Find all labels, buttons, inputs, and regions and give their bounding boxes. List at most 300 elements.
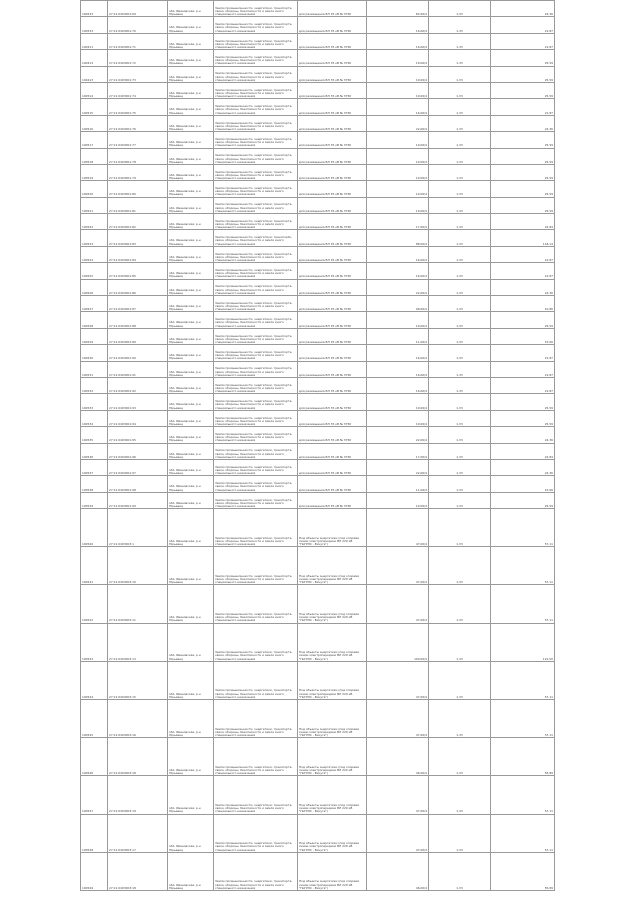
cell-location: обл. Ивановская, р-н Юрьевец [168,814,214,852]
cell-location: обл. Ивановская, р-н Юрьевец [168,1,214,17]
cell-land-category: Земли промышленности, энергетики, транспорта, связи, обороны, безопасности и земли иного специального назначения [214,148,298,164]
cell-permitted-use: Под объекты энергетики (под опорами линии электропередачи ВЛ 220 кВ "НиГРЭС - Вичуга") [298,776,367,814]
cell-cadastral-number: 27:21:0403003:16 [108,700,168,738]
cell-area: 16,00/4 [367,99,429,115]
cell-amount: 57,11 [491,700,555,738]
cell-rate: 1,33 [429,17,491,33]
cell-rate: 1,33 [429,427,491,443]
cell-rate: 1,33 [429,509,491,547]
cell-permitted-use: для размещения ВЛ 35 кВ № 375б [298,296,367,312]
cell-permitted-use: для размещения ВЛ 35 кВ № 375б [298,132,367,148]
cell-area: 19,00/4 [367,164,429,180]
table-row [81,661,555,699]
table-row [81,99,555,115]
cell-cadastral-number: 27:21:0403001:98 [108,476,168,492]
cell-permitted-use: Под объекты энергетики (под опорами линии электропередачи ВЛ 220 кВ "НиГРЭС - Вичуга") [298,852,367,890]
cell-area: 46,00/4 [367,852,429,890]
cell-area: 19,00/4 [367,132,429,148]
cell-rate: 1,33 [429,476,491,492]
cell-cadastral-number: 27:21:0403001:81 [108,197,168,213]
cell-land-category: Земли промышленности, энергетики, транспорта, связи, обороны, безопасности и земли иного специального назначения [214,492,298,508]
cell-record-id: 100514 [81,82,108,98]
cell-land-category: Земли промышленности, энергетики, транспорта, связи, обороны, безопасности и земли иного специального назначения [214,345,298,361]
cell-record-id: 100541 [81,547,108,585]
table-row [81,492,555,508]
cell-record-id: 100523 [81,230,108,246]
cell-amount: 24,36 [491,427,555,443]
table-row [81,197,555,213]
cell-record-id: 100520 [81,181,108,197]
cell-record-id: 100540 [81,509,108,547]
cell-permitted-use: для размещения ВЛ 35 кВ № 375б [298,377,367,393]
cell-land-category: Земли промышленности, энергетики, транспорта, связи, обороны, безопасности и земли иного специального назначения [214,547,298,585]
cell-cadastral-number: 27:21:0403003:11 [108,585,168,623]
cell-land-category: Земли промышленности, энергетики, транспорта, связи, обороны, безопасности и земли иного специального назначения [214,623,298,661]
table-row [81,361,555,377]
cell-area: 19,00/4 [367,410,429,426]
cell-area: 11,00/4 [367,476,429,492]
cell-location: обл. Ивановская, р-н Юрьевец [168,197,214,213]
cell-cadastral-number: 27:21:0403001:73 [108,66,168,82]
cell-amount: 25,59 [491,312,555,328]
cell-area: 82,60/4 [367,1,429,17]
cell-record-id: 100547 [81,776,108,814]
cell-rate: 1,33 [429,1,491,17]
cell-location: обл. Ивановская, р-н Юрьевец [168,181,214,197]
cell-area: 16,00/4 [367,33,429,49]
cell-land-category: Земли промышленности, энергетики, транспорта, связи, обороны, безопасности и земли иного специального назначения [214,50,298,66]
cell-record-id: 100531 [81,361,108,377]
cell-record-id: 100532 [81,377,108,393]
cell-amount: 55,89 [491,738,555,776]
cell-cadastral-number: 27:21:0403001:88 [108,312,168,328]
cell-cadastral-number: 27:21:0403003:18 [108,738,168,776]
table-row [81,66,555,82]
cell-location: обл. Ивановская, р-н Юрьевец [168,776,214,814]
cell-record-id: 100549 [81,852,108,890]
cell-cadastral-number: 27:21:0403001:80 [108,181,168,197]
cell-record-id: 100517 [81,132,108,148]
cell-location: обл. Ивановская, р-н Юрьевец [168,246,214,262]
table-row [81,17,555,33]
table-row [81,50,555,66]
cell-area: 22,00/4 [367,279,429,295]
cell-area: 19,00/4 [367,148,429,164]
cell-area: 19,00/4 [367,492,429,508]
cell-location: обл. Ивановская, р-н Юрьевец [168,164,214,180]
cell-record-id: 100539 [81,492,108,508]
cell-area: 08,00/4 [367,296,429,312]
cell-amount: 24,36 [491,115,555,131]
table-row [81,164,555,180]
cell-record-id: 100542 [81,585,108,623]
cell-permitted-use: для размещения ВЛ 35 кВ № 375б [298,115,367,131]
cell-land-category: Земли промышленности, энергетики, транспорта, связи, обороны, безопасности и земли иного специального назначения [214,164,298,180]
cell-location: обл. Ивановская, р-н Юрьевец [168,148,214,164]
table-row [81,814,555,852]
cell-location: обл. Ивановская, р-н Юрьевец [168,33,214,49]
cell-amount: 10,86 [491,296,555,312]
cell-record-id: 100548 [81,814,108,852]
cell-cadastral-number: 27:21:0403003:10 [108,547,168,585]
cell-rate: 1,33 [429,328,491,344]
cell-cadastral-number: 27:21:0403001:85 [108,263,168,279]
cell-amount: 57,11 [491,547,555,585]
cell-cadastral-number: 27:21:0403001:71 [108,33,168,49]
cell-permitted-use: для размещения ВЛ 35 кВ № 375б [298,345,367,361]
cell-land-category: Земли промышленности, энергетики, транспорта, связи, обороны, безопасности и земли иного специального назначения [214,214,298,230]
cell-cadastral-number: 27:21:0403001:94 [108,410,168,426]
cell-location: обл. Ивановская, р-н Юрьевец [168,99,214,115]
cell-record-id: 100534 [81,410,108,426]
cell-record-id: 100522 [81,214,108,230]
table-row [81,246,555,262]
cell-permitted-use: Под объекты энергетики (под опорами линии электропередачи ВЛ 220 кВ "НиГРЭС - Вичуга") [298,814,367,852]
cell-area: 17,00/4 [367,214,429,230]
cell-location: обл. Ивановская, р-н Юрьевец [168,459,214,475]
cell-cadastral-number: 27:21:0403001:93 [108,394,168,410]
cell-cadastral-number: 27:21:0403003:19 [108,776,168,814]
cell-record-id: 100518 [81,148,108,164]
cell-record-id: 100413 [81,50,108,66]
cell-amount: 21,87 [491,246,555,262]
cell-amount: 21,87 [491,99,555,115]
table-row [81,328,555,344]
table-row [81,585,555,623]
cell-cadastral-number: 27:21:0403001:92 [108,377,168,393]
cell-land-category: Земли промышленности, энергетики, транспорта, связи, обороны, безопасности и земли иного специального назначения [214,585,298,623]
cell-area: 19,00/4 [367,394,429,410]
table-row [81,852,555,890]
cell-cadastral-number: 27:21:0403003:15 [108,661,168,699]
cell-permitted-use: для размещения ВЛ 35 кВ № 375б [298,33,367,49]
cell-cadastral-number: 27:21:0403001:99 [108,492,168,508]
cell-permitted-use: для размещения ВЛ 35 кВ № 375б [298,82,367,98]
cell-rate: 1,33 [429,345,491,361]
table-row [81,623,555,661]
cell-area: 16,00/4 [367,377,429,393]
cell-cadastral-number: 27:21:0403001:79 [108,164,168,180]
table-row [81,181,555,197]
cell-permitted-use: для размещения ВЛ 35 кВ № 375б [298,459,367,475]
cell-land-category: Земли промышленности, энергетики, транспорта, связи, обороны, безопасности и земли иного специального назначения [214,459,298,475]
cell-permitted-use: для размещения ВЛ 35 кВ № 375б [298,214,367,230]
cell-location: обл. Ивановская, р-н Юрьевец [168,852,214,890]
cell-amount: 21,87 [491,17,555,33]
table-row [81,377,555,393]
cell-location: обл. Ивановская, р-н Юрьевец [168,410,214,426]
cell-land-category: Земли промышленности, энергетики, транспорта, связи, обороны, безопасности и земли иного специального назначения [214,377,298,393]
cell-rate: 1,33 [429,164,491,180]
cell-permitted-use: для размещения ВЛ 35 кВ № 375б [298,148,367,164]
cell-amount: 121,50 [491,623,555,661]
cell-cadastral-number: 27:21:0403001:86 [108,279,168,295]
cell-cadastral-number: 27:21:0403001:91 [108,361,168,377]
cell-area: 16,00/4 [367,361,429,377]
cell-area: 22,00/4 [367,427,429,443]
cell-amount: 21,87 [491,345,555,361]
cell-record-id: 100538 [81,476,108,492]
land-parcel-table [80,0,555,891]
cell-rate: 1,33 [429,547,491,585]
cell-rate: 1,33 [429,50,491,66]
cell-area: 22,00/4 [367,115,429,131]
cell-rate: 1,33 [429,66,491,82]
cell-cadastral-number: 27:21:0403001:90 [108,345,168,361]
cell-area: 22,00/4 [367,459,429,475]
cell-record-id: 100533 [81,1,108,17]
table-row [81,214,555,230]
cell-cadastral-number: 27:21:0403001:72 [108,50,168,66]
cell-rate: 1,33 [429,230,491,246]
cell-record-id: 100525 [81,263,108,279]
cell-permitted-use: для размещения ВЛ 35 кВ № 375б [298,50,367,66]
cell-location: обл. Ивановская, р-н Юрьевец [168,547,214,585]
cell-cadastral-number: 27:21:0403001:97 [108,459,168,475]
cell-location: обл. Ивановская, р-н Юрьевец [168,312,214,328]
cell-rate: 1,33 [429,246,491,262]
cell-cadastral-number: 27:21:0403001:84 [108,246,168,262]
cell-land-category: Земли промышленности, энергетики, транспорта, связи, обороны, безопасности и земли иного специального назначения [214,661,298,699]
cell-location: обл. Ивановская, р-н Юрьевец [168,585,214,623]
cell-cadastral-number: 27:21:0403003:13 [108,623,168,661]
cell-cadastral-number: 27:21:0403001:87 [108,296,168,312]
cell-record-id: 100524 [81,246,108,262]
cell-location: обл. Ивановская, р-н Юрьевец [168,476,214,492]
cell-cadastral-number: 27:21:0403001:83 [108,230,168,246]
cell-amount: 21,87 [491,377,555,393]
cell-land-category: Земли промышленности, энергетики, транспорта, связи, обороны, безопасности и земли иного специального назначения [214,279,298,295]
cell-rate: 1,33 [429,148,491,164]
cell-rate: 1,33 [429,115,491,131]
cell-area: 17,00/4 [367,443,429,459]
table-row [81,738,555,776]
cell-permitted-use: для размещения ВЛ 35 кВ № 375б [298,443,367,459]
table-row [81,82,555,98]
cell-rate: 1,33 [429,33,491,49]
table-row [81,509,555,547]
cell-area: 47,00/4 [367,814,429,852]
cell-location: обл. Ивановская, р-н Юрьевец [168,377,214,393]
cell-area: 16,00/4 [367,263,429,279]
cell-permitted-use: Под объекты энергетики (под опорами линии электропередачи ВЛ 220 кВ "НиГРЭС - Вичуга") [298,661,367,699]
cell-rate: 1,33 [429,394,491,410]
cell-permitted-use: для размещения ВЛ 35 кВ № 375б [298,394,367,410]
cell-permitted-use: для размещения ВЛ 35 кВ № 375б [298,492,367,508]
cell-rate: 1,33 [429,852,491,890]
cell-permitted-use: для размещения ВЛ 35 кВ № 375б [298,246,367,262]
cell-rate: 1,33 [429,410,491,426]
cell-land-category: Земли промышленности, энергетики, транспорта, связи, обороны, безопасности и земли иного специального назначения [214,394,298,410]
cell-record-id: 100529 [81,328,108,344]
cell-permitted-use: для размещения ВЛ 35 кВ № 375б [298,181,367,197]
cell-rate: 1,33 [429,459,491,475]
cell-land-category: Земли промышленности, энергетики, транспорта, связи, обороны, безопасности и земли иного специального назначения [214,17,298,33]
cell-area: 88,00/4 [367,230,429,246]
cell-location: обл. Ивановская, р-н Юрьевец [168,738,214,776]
cell-amount: 24,36 [491,459,555,475]
cell-land-category: Земли промышленности, энергетики, транспорта, связи, обороны, безопасности и земли иного специального назначения [214,476,298,492]
cell-rate: 1,33 [429,312,491,328]
cell-land-category: Земли промышленности, энергетики, транспорта, связи, обороны, безопасности и земли иного специального назначения [214,738,298,776]
table-row [81,345,555,361]
table-row [81,443,555,459]
cell-record-id: 100528 [81,312,108,328]
cell-land-category: Земли промышленности, энергетики, транспорта, связи, обороны, безопасности и земли иного специального назначения [214,66,298,82]
table-row [81,700,555,738]
cell-location: обл. Ивановская, р-н Юрьевец [168,443,214,459]
cell-permitted-use: для размещения ВЛ 35 кВ № 375б [298,230,367,246]
table-row [81,296,555,312]
cell-amount: 55,89 [491,852,555,890]
cell-amount: 25,59 [491,82,555,98]
cell-land-category: Земли промышленности, энергетики, транспорта, связи, обороны, безопасности и земли иного специального назначения [214,1,298,17]
table-row [81,476,555,492]
table-row [81,230,555,246]
cell-location: обл. Ивановская, р-н Юрьевец [168,361,214,377]
cell-area: 11,00/4 [367,328,429,344]
cell-amount: 21,87 [491,361,555,377]
cell-permitted-use: для размещения ВЛ 35 кВ № 375б [298,197,367,213]
cell-record-id: 100526 [81,279,108,295]
cell-location: обл. Ивановская, р-н Юрьевец [168,17,214,33]
cell-location: обл. Ивановская, р-н Юрьевец [168,492,214,508]
cell-cadastral-number: 27:21:0403001:75 [108,99,168,115]
cell-area: 16,00/4 [367,17,429,33]
table-row [81,427,555,443]
cell-cadastral-number: 27:21:0403001:69 [108,1,168,17]
cell-record-id: 100527 [81,296,108,312]
cell-location: обл. Ивановская, р-н Юрьевец [168,115,214,131]
cell-amount: 57,11 [491,585,555,623]
cell-cadastral-number: 27:21:0403001:70 [108,17,168,33]
cell-permitted-use: для размещения ВЛ 35 кВ № 375б [298,427,367,443]
cell-area: 46,00/4 [367,738,429,776]
table-row [81,410,555,426]
cell-permitted-use: для размещения ВЛ 35 кВ № 375б [298,312,367,328]
cell-permitted-use: Под объекты энергетики (под опорами линии электропередачи ВЛ 220 кВ "НиГРЭС - Вичуга") [298,547,367,585]
cell-permitted-use: для размещения ВЛ 35 кВ № 375б [298,361,367,377]
table-row [81,263,555,279]
cell-location: обл. Ивановская, р-н Юрьевец [168,230,214,246]
cell-amount: 25,59 [491,164,555,180]
cell-land-category: Земли промышленности, энергетики, транспорта, связи, обороны, безопасности и земли иного специального назначения [214,312,298,328]
cell-rate: 1,33 [429,623,491,661]
cell-permitted-use: для размещения ВЛ 35 кВ № 375б [298,66,367,82]
cell-permitted-use: для размещения ВЛ 35 кВ № 375б [298,164,367,180]
cell-record-id: 100515 [81,99,108,115]
cell-area: 47,00/4 [367,547,429,585]
table-row [81,148,555,164]
cell-amount: 22,84 [491,214,555,230]
cell-record-id: 100519 [81,164,108,180]
cell-amount: 24,36 [491,279,555,295]
cell-cadastral-number: 27:21:0403001:82 [108,214,168,230]
cell-rate: 1,33 [429,700,491,738]
cell-area: 19,00/4 [367,82,429,98]
cell-record-id: 100544 [81,661,108,699]
cell-amount: 57,11 [491,661,555,699]
table-row [81,776,555,814]
cell-area: 47,00/4 [367,661,429,699]
cell-rate: 1,33 [429,132,491,148]
cell-land-category: Земли промышленности, энергетики, транспорта, связи, обороны, безопасности и земли иного специального назначения [214,33,298,49]
cell-location: обл. Ивановская, р-н Юрьевец [168,279,214,295]
cell-area: 47,00/4 [367,585,429,623]
cell-amount: 21,87 [491,263,555,279]
cell-amount: 25,59 [491,197,555,213]
cell-rate: 1,33 [429,197,491,213]
cell-amount: 25,59 [491,410,555,426]
cell-area: 19,00/4 [367,312,429,328]
cell-land-category: Земли промышленности, энергетики, транспорта, связи, обороны, безопасности и земли иного специального назначения [214,181,298,197]
cell-rate: 1,33 [429,443,491,459]
register-sheet [80,0,554,891]
cell-area: 19,00/4 [367,66,429,82]
cell-land-category: Земли промышленности, энергетики, транспорta, связи, обороны, безопасности и земли иного специального назначения [214,230,298,246]
cell-land-category: Земли промышленности, энергетики, транспорта, связи, обороны, безопасности и земли иного специального назначения [214,132,298,148]
cell-record-id: 100545 [81,700,108,738]
cell-permitted-use: Под объекты энергетики (под опорами линии электропередачи ВЛ 220 кВ "НиГРЭС - Вичуга") [298,700,367,738]
cell-record-id: 100537 [81,459,108,475]
cell-area: 47,00/4 [367,700,429,738]
cell-location: обл. Ивановская, р-н Юрьевец [168,50,214,66]
cell-rate: 1,33 [429,776,491,814]
cell-land-category: Земли промышленности, энергетики, транспорта, связи, обороны, безопасности и земли иного специального назначения [214,82,298,98]
cell-rate: 1,33 [429,181,491,197]
cell-location: обл. Ивановская, р-н Юрьевец [168,66,214,82]
table-row [81,547,555,585]
cell-location: обл. Ивановская, р-н Юрьевец [168,345,214,361]
cell-amount: 118,14 [491,230,555,246]
cell-record-id: 100521 [81,197,108,213]
cell-record-id: 100536 [81,443,108,459]
cell-permitted-use: для размещения ВЛ 35 кВ № 375б [298,476,367,492]
cell-rate: 1,33 [429,661,491,699]
cell-amount: 25,59 [491,148,555,164]
cell-cadastral-number: 27:21:0403001:74 [108,82,168,98]
cell-amount: 57,11 [491,814,555,852]
cell-area: 19,00/4 [367,50,429,66]
cell-cadastral-number: 27:21:0403001:89 [108,328,168,344]
cell-land-category: Земли промышленности, энергетики, транспорта, связи, обороны, безопасности и земли иного специального назначения [214,700,298,738]
cell-record-id: 100411 [81,33,108,49]
cell-rate: 1,33 [429,377,491,393]
cell-location: обл. Ивановская, р-н Юрьевец [168,132,214,148]
cell-cadastral-number: 27:21:0403001:96 [108,443,168,459]
cell-amount: 25,59 [491,50,555,66]
table-row [81,279,555,295]
table-row [81,312,555,328]
table-row [81,115,555,131]
cell-rate: 1,33 [429,492,491,508]
table-row [81,459,555,475]
cell-cadastral-number: 27:21:0403001:78 [108,148,168,164]
cell-rate: 1,33 [429,585,491,623]
cell-rate: 1,33 [429,82,491,98]
cell-amount: 21,87 [491,33,555,49]
cell-rate: 1,33 [429,814,491,852]
cell-land-category: Земли промышленности, энергетики, транспорта, связи, обороны, безопасности и земли иного специального назначения [214,776,298,814]
cell-amount: 15,06 [491,328,555,344]
cell-cadastral-number: 27:21:0403003:18 [108,852,168,890]
cell-area: 16,00/4 [367,345,429,361]
cell-land-category: Земли промышленности, энергетики, транспорта, связи, обороны, безопасности и земли иного специального назначения [214,410,298,426]
table-body [81,1,555,891]
cell-permitted-use: Под объекты энергетики (под опорами линии электропередачи ВЛ 220 кВ "НиГРЭС - Вичуга") [298,623,367,661]
cell-location: обл. Ивановская, р-н Юрьевец [168,328,214,344]
cell-land-category: Земли промышленности, энергетики, транспорта, связи, обороны, безопасности и земли иного специального назначения [214,427,298,443]
